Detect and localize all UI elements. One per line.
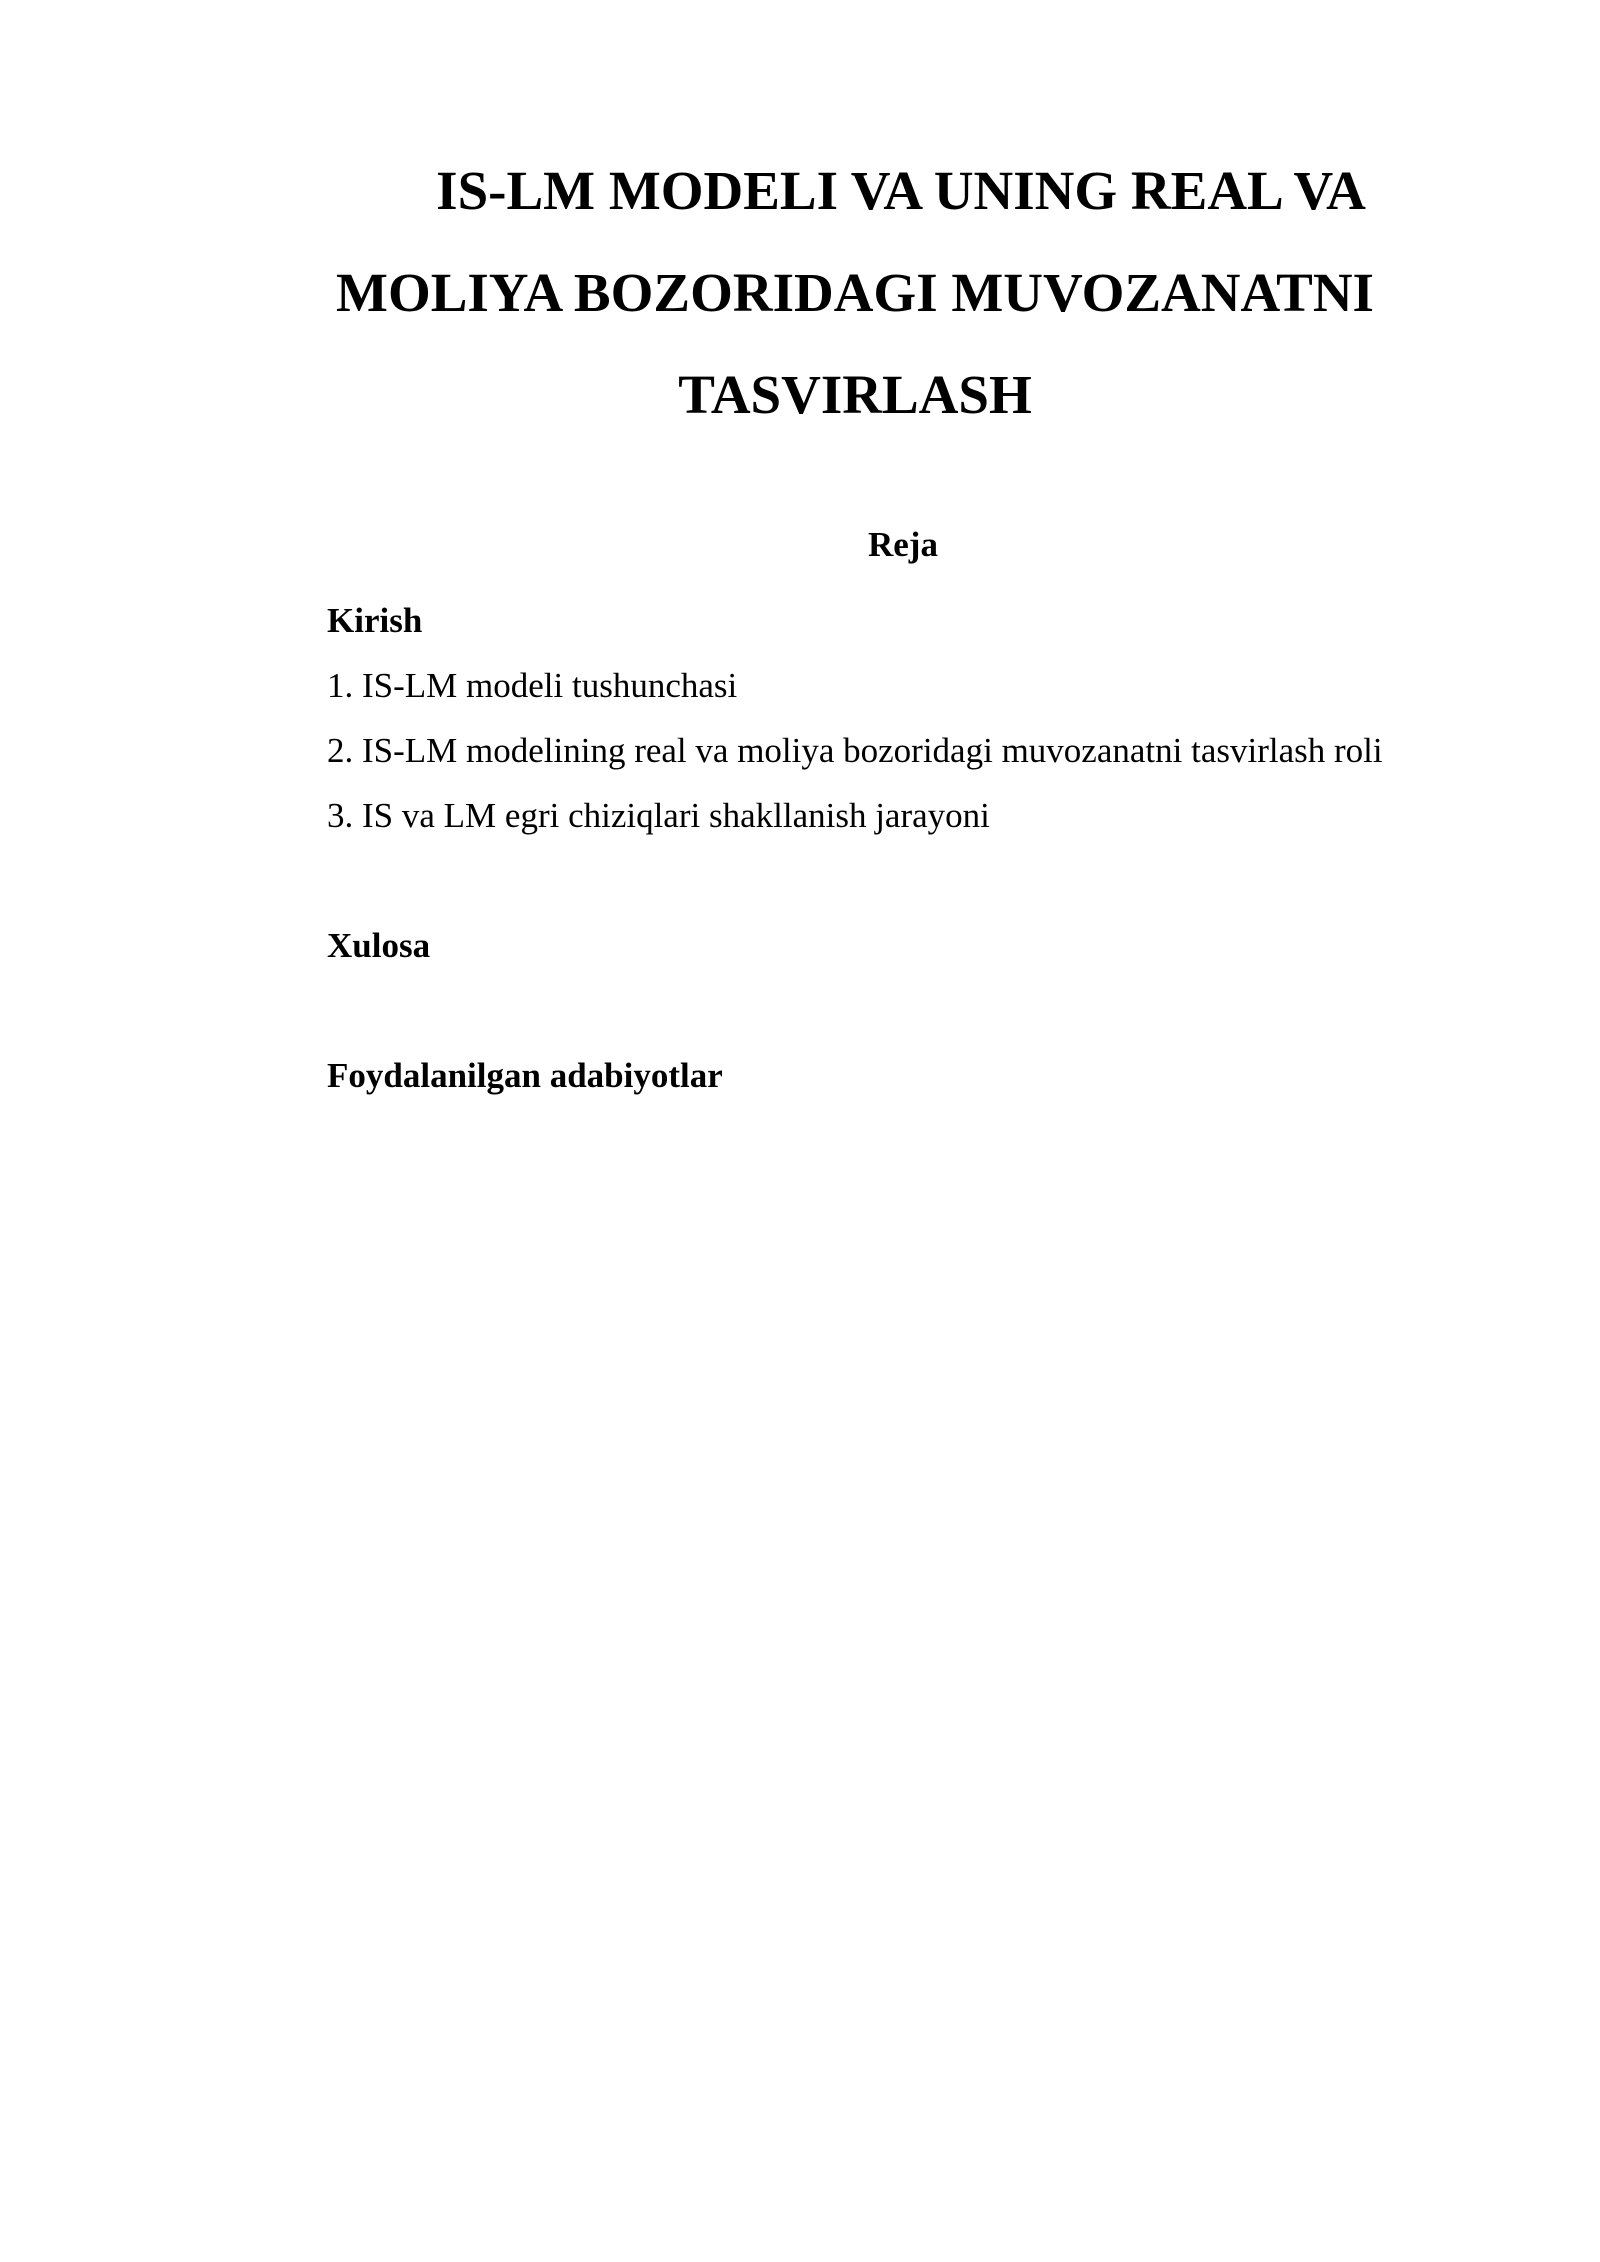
plan-conclusion: Xulosa	[327, 926, 431, 965]
title-line-1: IS-LM MODELI VA UNING REAL VA	[436, 160, 1366, 221]
plan-item-1: 1. IS-LM modeli tushunchasi	[327, 666, 738, 705]
plan-heading: Reja	[868, 525, 938, 564]
plan-intro: Kirish	[327, 601, 423, 640]
title-line-3: TASVIRLASH	[678, 364, 1032, 425]
document-title	[290, 140, 1420, 446]
title-line-2: MOLIYA BOZORIDAGI MUVOZANATNI	[336, 262, 1374, 323]
plan-references: Foydalanilgan adabiyotlar	[327, 1056, 723, 1095]
plan-list	[327, 588, 1527, 1108]
plan-item-2: 2. IS-LM modelining real va moliya bozoridagi muvozanatni tasvirlash roli	[327, 731, 1383, 770]
plan-item-3: 3. IS va LM egri chiziqlari shakllanish jarayoni	[327, 796, 990, 835]
